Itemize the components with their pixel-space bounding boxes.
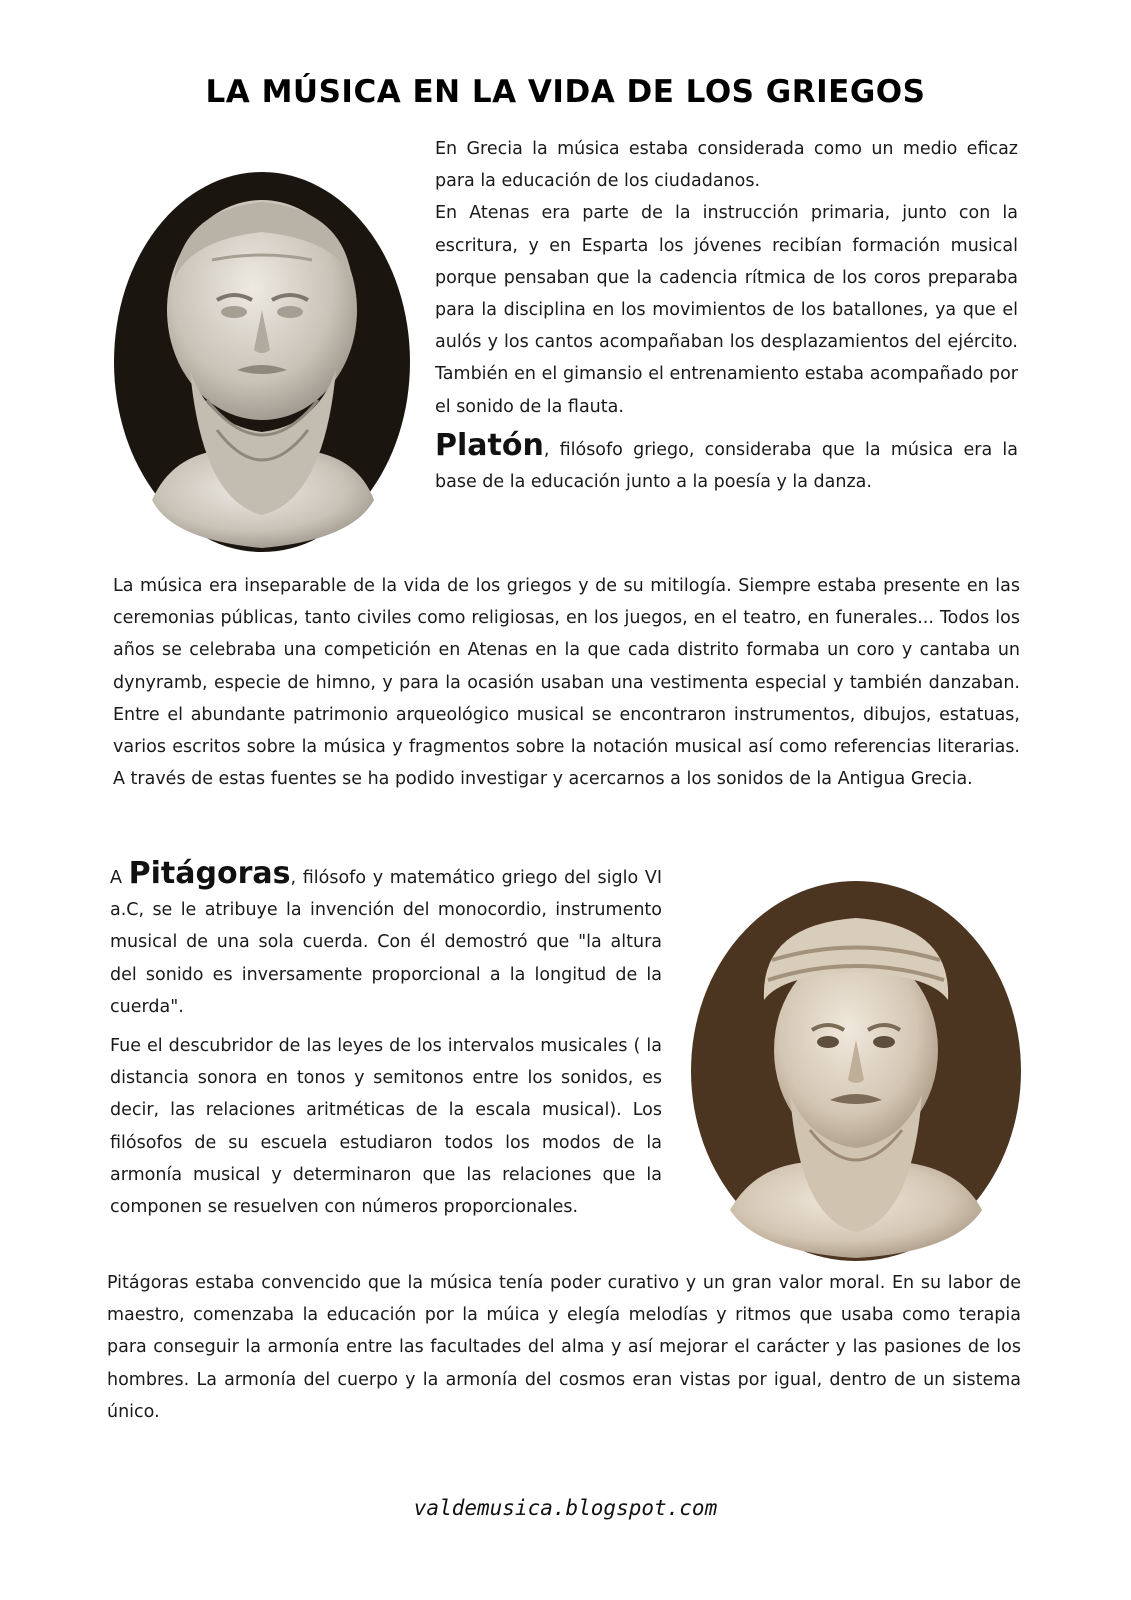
music-cure-paragraph: Pitágoras estaba convencido que la música tenía poder curativo y un gran valor moral. En su labor de maestro, comenzaba la educación por la múica y elegía melodías y ritmos que usaba como terapia para conseguir la armonía entre las facultades del alma y así mejorar el carácter y las pasiones de los hombres. La armonía del cuerpo y la armonía del cosmos eran vistas por igual, dentro de un sistema único.	[107, 1273, 1021, 1422]
blog-url-footer: valdemusica.blogspot.com	[413, 1496, 718, 1520]
pitagoras-text-1: , filósofo y matemático griego del siglo VI a.C, se le atribuye la invención del monocordio, instrumento musical de una sola cuerda. Con él demostró que "la altura del sonido es inversamente proporcional a la longitud de la cuerda".	[110, 868, 662, 1017]
page-title: LA MÚSICA EN LA VIDA DE LOS GRIEGOS	[205, 74, 926, 110]
pitagoras-paragraph-2: Fue el descubridor de las leyes de los intervalos musicales ( la distancia sonora en tonos y semitonos entre los sonidos, es decir, las relaciones aritméticas de la escala musical). Los filósofos de su escuela estudiaron todos los modos de la armonía musical y determinaron que las relaciones que la componen se resuelven con números proporcionales.	[110, 1036, 662, 1218]
music-life-section	[113, 570, 1020, 795]
intro-paragraph-1: En Grecia la música estaba considerada como un medio eficaz para la educación de los ciudadanos.	[435, 139, 1018, 192]
intro-section	[435, 133, 1018, 498]
pitagoras-paragraph-1	[110, 858, 662, 1023]
music-cure-section	[107, 1267, 1021, 1428]
platon-text: , filósofo griego, consideraba que la música era la base de la educación junto a la poesía y la danza.	[435, 439, 1018, 493]
music-life-paragraph: La música era inseparable de la vida de los griegos y de su mitilogía. Siempre estaba presente en las ceremonias públicas, tanto civiles como religiosas, en los juegos, en el teatro, en funerales... Todos los años se celebraba una competición en Atenas en la que cada distrito formaba un coro y cantaba un dynyramb, especie de himno, y para la ocasión usaban una vestimenta especial y también danzaban. Entre el abundante patrimonio arqueológico musical se encontraron instrumentos, dibujos, estatuas, varios escritos sobre la música y fragmentos sobre la notación musical así como referencias literarias. A través de estas fuentes se ha podido investigar y acercarnos a los sonidos de la Antigua Grecia.	[113, 576, 1020, 790]
intro-paragraph-2: En Atenas era parte de la instrucción primaria, junto con la escritura, y en Esparta los jóvenes recibían formación musical porque pensaban que la cadencia rítmica de los coros preparaba para la disciplina en los movimientos de los batallones, ya que el aulós y los cantos acompañaban los desplazamientos del ejército. También en el gimansio el entrenamiento estaba acompañado por el sonido de la flauta.	[435, 203, 1018, 417]
platon-name: Platón	[435, 427, 544, 463]
pitagoras-prefix: A	[110, 868, 129, 888]
pitagoras-section	[110, 858, 662, 1223]
pitagoras-name: Pitágoras	[128, 856, 291, 891]
plato-bust-portrait	[112, 170, 412, 555]
platon-paragraph	[435, 427, 1018, 498]
pythagoras-bust-portrait	[690, 880, 1022, 1262]
